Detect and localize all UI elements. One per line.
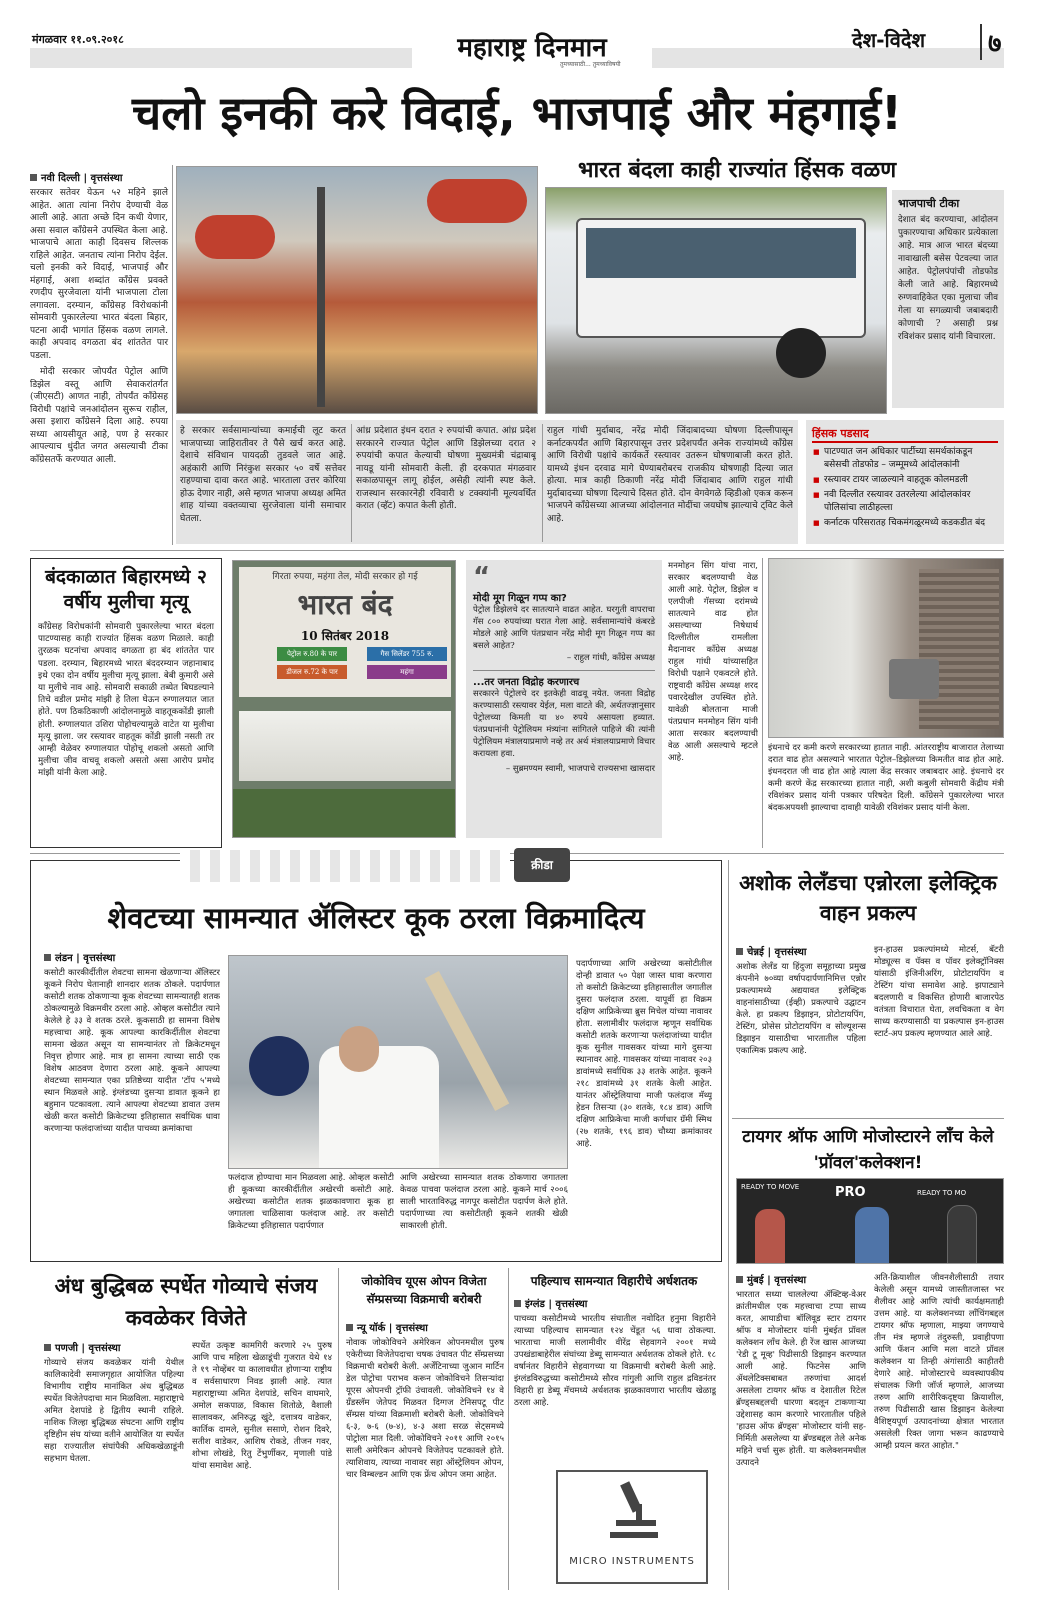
photo-text-ready: READY TO MOVE <box>741 1183 800 1191</box>
banner-costly: महंगा <box>367 665 447 679</box>
banner-title: भारत बंद <box>297 588 393 621</box>
lead-col4-text: राहुल गांधी मुर्दाबाद, नरेंद्र मोदी जिंदाबादच्या घोषणा दिल्लीपासून कर्नाटकपर्यंत आणि बिहारपासून उत्तर प्रदेशपर्यंत अनेक राज्यांमध्ये काँग्रेस आणि विरोधी पक्षांचे कार्यकर्ते रस्त्यावर उतरून घोषणाबाजी करत होते. यामध्ये इंधन दरवाढ मागे घेण्याबरोबरच राजकीय घोषणाही दिल्या जात होत्या. मात्र काही ठिकाणी नरेंद्र मोदी जिंदाबाद आणि राहुल गांधी मुर्दाबादच्या घोषणा दिल्याचे दिसत होते. दोन वेगवेगळे व्हिडीओ एकत्र करून भाजपने काँग्रेसच्या आजच्या आंदोलनात मोदींचा जयघोष झाल्याचे ट्विट केले आहे. <box>547 426 793 524</box>
microscope-icon <box>606 1480 662 1540</box>
tiger-launch-photo <box>736 1178 1004 1264</box>
violence-box <box>806 420 1004 544</box>
djokovic-dateline: न्यू यॉर्क | वृत्तसंस्था <box>346 1320 504 1334</box>
micro-instruments-ad <box>556 1470 708 1584</box>
sports-col3-text: पदार्पणाच्या आणि अखेरच्या कसोटीतील दोन्ही डावात ५० पेक्षा जास्त धावा करणारा तो कसोटी क्रिकेटच्या इतिहासातील जगातील दुसरा फलंदाज ठरला. यापूर्वी हा विक्रम दक्षिण आफ्रिकेच्या ब्रुस मिचेल यांच्या नावावर होता. सलामीवीर फलंदाज म्हणून सर्वाधिक कसोटी शतके करणाऱ्या फलंदाजांच्या यादीत कूक सुनील गावसकर यांच्या मागे दुसऱ्या स्थानावर आहे. गावसकर यांच्या नावावर २०३ डावांमध्ये सर्वाधिक ३३ शतके आहेत. कूकने २१८ डावांमध्ये ३१ शतके केली आहेत. यानंतर ऑस्ट्रेलियाचा माजी फलंदाज मॅथ्यू हेडन तिसऱ्या (३० शतके, १८४ डाव) आणि दक्षिण आफ्रिकेचा माजी कर्णधार ग्रॅमी स्मिथ (२७ शतके, १९६ डाव) चौथ्या क्रमांकावर आहे. <box>576 959 712 1149</box>
closed-shop-photo <box>768 558 1004 738</box>
quote1-title: मोदी मूग गिळून गप्प का? <box>473 593 567 604</box>
vihari-headline: पहिल्याच सामन्यात विहारीचे अर्धशतक <box>530 1274 698 1288</box>
sports-dateline: लंडन | वृत्तसंस्था <box>44 950 220 964</box>
lead-col3-text: आंध्र प्रदेशात इंधन दरात २ रुपयांची कपात. आंध्र प्रदेश सरकारने राज्यात पेट्रोल आणि डिझेलच्या दरात २ रुपयांची कपात केल्याची घोषणा मुख्यमंत्री चंद्राबाबू नायडू यांनी सोमवारी केली. ही दरकपात मंगळवार सकाळपासून लागू होईल, असेही त्यांनी स्पष्ट केले. राजस्थान सरकारनेही रविवारी ४ टक्क्यांनी मूल्यवर्धित करात (व्हॅट) कपात केली होती. <box>356 426 536 511</box>
ashok-dateline: चेन्नई | वृत्तसंस्था <box>736 944 866 958</box>
quote2-title: ...तर जनता विद्रोह करणारच <box>473 676 580 688</box>
vihari-dateline: इंग्लंड | वृत्तसंस्था <box>514 1296 716 1310</box>
chess-dateline: पणजी | वृत्तसंस्था <box>44 1340 184 1354</box>
tiger-dateline: मुंबई | वृत्तसंस्था <box>736 1272 866 1286</box>
photo-text-pro: PRO <box>835 1185 866 1200</box>
issue-date: मंगळवार ११.०९.२०१८ <box>32 33 124 46</box>
sports-label: क्रीडा <box>514 848 570 882</box>
lead-subhead: भारत बंदला काही राज्यांत हिंसक वळण <box>578 158 897 183</box>
page-number: ७ <box>980 24 1002 60</box>
violence-box-title: हिंसक पडसाद <box>812 426 998 443</box>
vihari-text: पाचव्या कसोटीमध्ये भारतीय संघातील नवोदित हनुमा विहारीने त्याच्या पहिल्याच सामन्यात १२४ चेंडूत ५६ धावा ठोकल्या. भारताचा माजी सलामीवीर वीरेंद्र सेहवागने २००१ मध्ये उपखंडाबाहेरील संघांच्या डेब्यू सामन्यात अर्धशतक ठोकले होते. १८ वर्षानंतर विहारीने सेहवागच्या या विक्रमाची बरोबरी केली आहे. इंग्लंडविरुद्धच्या कसोटीमध्ये सौरव गांगुली आणि राहुल द्रविडनंतर विहारी हा डेब्यू मॅचमध्ये अर्धशतक झळकावणारा भारतीय खेळाडू ठरला आहे. <box>514 1314 716 1408</box>
protest-photo-cylinders <box>176 166 538 414</box>
tiger-col1-text: भारतात सध्या चाललेल्या ॲक्टिव्ह-वेअर क्रांतीमधील एक महत्त्वाचा टप्पा साध्य करत, आघाडीचा बॉलिवूड स्टार टायगर श्रॉफ व मोजोस्टार यांनी मुंबईत प्रॉवल कलेक्शन लॉंच केले. ही रेंज खास आजच्या 'रेडी टू मूव्ह' पिढीसाठी डिझाइन करण्यात आली आहे. फिटनेस आणि ॲथलेटिक्सबाबत तरुणांचा आदर्श असलेला टायगर श्रॉफ व देशातील रिटेल ब्रॅण्ड्सबद्दलची धारणा बदलून टाकणाऱ्या उद्देशासह काम करणारे भारतातील पहिले 'हाउस ऑफ ब्रॅण्ड्स' मोजोस्टार यांनी सह-निर्मिती असलेल्या या ब्रॅण्डबद्दल तेले अनेक महिने चर्चा सुरू होती. या कलेक्शनमधील उत्पादने <box>736 1290 866 1468</box>
ashok-headline: अशोक लेलँडचा एन्नोरला इलेक्ट्रिक वाहन प्रकल्प <box>739 871 997 925</box>
bihar-headline: बंदकाळात बिहारमध्ये २ वर्षीय मुलीचा मृत्यू <box>45 566 207 613</box>
djokovic-headline: जोकोविच यूएस ओपन विजेता सॅम्प्रसच्या विक्रमाची बरोबरी <box>361 1274 487 1306</box>
lead-col1-text: सरकार सतेवर येऊन ५२ महिने झाले आहेत. आता त्यांना निरोप देण्याची वेळ आली आहे. आता अच्छे दिन कधी येणार, असा सवाल काँग्रेसने उपस्थित केला आहे. भाजपाचे आता काही दिवसच शिल्लक राहिले आहेत. जनताच त्यांना निरोप देईल. चलो इनकी करे विदाई, भाजपाई और मंहगाई, अशा शब्दांत काँग्रेस प्रवक्ते रणदीप सुरजेवाला यांनी भाजपाला टोला लगावला. दरम्यान, काँग्रेसह विरोधकांनी सोमवारी पुकारलेल्या भारत बंदला बिहार, पटना आदी भागांत हिंसक वळण लागले. काही अपवाद वगळता बंद शांततेत पार पडला. <box>30 188 168 361</box>
chess-col2-text: स्पर्धेत उत्कृष्ट कामगिरी करणारे २५ पुरुष आणि पाच महिला खेळाडूंची गुजरात येथे १४ ते १९ नोव्हेंबर या कालावधीत होणाऱ्या राष्ट्रीय व सर्वसाधारण निवड झाली आहे. त्यात महाराष्ट्राच्या अमित देशपांडे, सचिन वाघमारे, अमोल सकपाळ, विकास शितोळे, वैशाली सालावकर, अनिरुद्ध खुंटे, दत्तात्रय वाडेकर, कार्तिक दामले, सुनील ससाणे, रोशन दिवरे, सतीश वाडेकर, आशिष रोकडे, तीजन गवर, शोभा लोखंडे, रितु टेंभुर्णीकर, मृणाली पांडे यांचा समावेश आहे. <box>192 1341 332 1471</box>
violence-item: ■ नवी दिल्लीत रस्त्यावर उतरलेल्या आंदोलकांवर पोलिसांचा लाठीहल्ला <box>824 489 998 515</box>
quote2-attribution: – सुब्रमण्यम स्वामी, भाजपाचे राज्यसभा खासदार <box>505 763 655 774</box>
violence-item: ■ पाटण्यात जन अधिकार पार्टीच्या समर्थकांकडून बसेसची तोडफोड – जम्मूमध्ये आंदोलकांनी <box>824 446 998 472</box>
lead-headline: चलो इनकी करे विदाई, भाजपाई और मंहगाई! <box>132 86 902 140</box>
section-name: देश-विदेश <box>852 28 926 52</box>
quotes-box: “ मोदी मूग गिळून गप्प का? पेट्रोल डिझेलचे दर सातत्याने वाढत आहेत. घरगुती वापराचा गॅस ८०० रुपयांच्या घरात गेला आहे. सर्वसामान्यांचे कंबरडे मोडले आहे आणि पंतप्रधान नरेंद्र मोदी मूग गिळून गप्प का बसले आहेत? – राहुल गांधी, काँग्रेस अध्यक्ष ...तर जनता विद्रोह करणारच सरकारने पेट्रोलचे दर इतकेही वाढवू नयेत. जनता विद्रोह करण्यासाठी रस्त्यावर येईल, मला वाटते की, अर्थतज्ज्ञानुसार पेट्रोलच्या किमती या ४० रुपये असायला हव्यात. पंतप्रधानांनी पेट्रोलियम मंत्र्यांना सांगितले पाहिजे की त्यांनी पेट्रोलियम मंत्रालयाप्रमाणे नव्हे तर अर्थ मंत्रालयाप्रमाणे विचार करायला हवा. – सुब्रमण्यम स्वामी, भाजपाचे राज्यसभा खासदार <box>466 560 662 838</box>
bjp-box-title: भाजपाची टीका <box>898 197 960 210</box>
violence-item: ■ रस्त्यावर टायर जाळल्याने वाहतूक कोलमडली <box>824 474 998 487</box>
violence-item: ■ कर्नाटक परिसरातह चिकमंगळूरमध्ये कडकडीत बंद <box>824 517 998 530</box>
fuel-story-text: इंधनाचे दर कमी करणे सरकारच्या हातात नाही. आंतरराष्ट्रीय बाजारात तेलाच्या दरात वाढ होत असल्याने भारतात पेट्रोल–डिझेलच्या किमतीत वाढ होत आहे. इंधनदरात जी वाढ होत आहे त्याला केंद्र सरकार जबाबदार आहे. इंधनाचे दर कमी करणे केंद्र सरकारच्या हातात नाही, अशी कबुली सोमवारी केंद्रीय मंत्री रविशंकर प्रसाद यांनी पत्रकार परिषदेत दिली. काँग्रेसने पुकारलेल्या भारत बंदकअपयशी झाल्याचा दावाही यावेळी रविशंकर प्रसाद यांनी केला. <box>768 743 1004 813</box>
banner-gas: गैस सिलेंडर 755 रु. <box>367 647 447 661</box>
bharat-bandh-photo <box>232 560 456 838</box>
manmohan-text: मनमोहन सिंग यांचा नारा, सरकार बदलण्याची वेळ आली आहे. पेट्रोल, डिझेल व एलपीजी गॅसच्या दरांमध्ये सातत्याने वाढ होत असल्याच्या निषेधार्थ दिल्लीतील रामलीला मैदानावर काँग्रेस अध्यक्ष राहुल गांधी यांच्यासहित विरोधी पक्षाने एकवटले होते. राष्ट्रवादी काँग्रेस अध्यक्ष शरद पवारदेखील उपस्थित होते. यावेळी बोलताना माजी पंतप्रधान मनमोहन सिंग यांनी आता सरकार बदलण्याची वेळ आली असल्याचे म्हटले आहे. <box>668 561 758 763</box>
sports-under2-text: आणि अखेरच्या सामन्यात शतक ठोकणारा जगातला केवळ पाचवा फलंदाज ठरला आहे. कूकने मार्च २००६ साली भारताविरुद्ध नागपूर कसोटीत पदार्पण केले होते. पदार्पणाच्या त्या कसोटीतही कूकने शतकी खेळी साकारली होती. <box>400 1173 568 1231</box>
chess-headline: अंध बुद्धिबळ स्पर्धेत गोव्याचे संजय कवळेकर विजेते <box>54 1274 318 1330</box>
chess-col1-text: गोव्याचे संजय कवळेकर यांनी येथील कालिकादेवी समाजगृहात आयोजित पहिल्या विभागीय राष्ट्रीय मानांकित अंध बुद्धिबळ स्पर्धेत विजेतेपदाचा मान मिळविला. महाराष्ट्राचे अमित देशपांडे हे द्वितीय स्थानी राहिले. नाशिक जिल्हा बुद्धिबळ संघटना आणि राष्ट्रीय दृष्टिहीन संघ यांच्या वतीने आयोजित या स्पर्धेत सहा राज्यातील संघांपैकी अधिकखेळाडूंनी सहभाग घेतला. <box>44 1358 184 1464</box>
paper-tagline: तुमच्यासाठी... तुमच्याविषयी <box>560 61 621 68</box>
photo-text-ready-2: READY TO MO <box>917 1189 967 1197</box>
sports-under1-text: फलंदाज होण्याचा मान मिळवला आहे. ओव्हल कसोटी ही कूकच्या कारकीर्दीतील अखेरची कसोटी आहे. अखेरच्या कसोटीत शतक झळकावणारा कूक हा जगातला चाळिसावा फलंदाज आहे. तर कसोटी क्रिकेटच्या इतिहासात पदार्पणात <box>228 1173 394 1231</box>
lead-col2-text: हे सरकार सर्वसामान्यांच्या कमाईची लूट करत भाजपाच्या जाहिरातीवर ते पैसे खर्च करत आहे. देशाचे संविधान पायदळी तुडवले जात आहे. अहंकारी आणि निरंकुश सरकार ५० वर्षे सत्तेवर राहण्याचा दावा करत आहे. भारताला उत्तर कोरिया होऊ देणार नाही, असे म्हणत भाजपा अध्यक्ष अमित शाह यांच्या वक्तव्याचा सुरजेवाला यांनी समाचार घेतला. <box>180 426 346 524</box>
quote1-text: पेट्रोल डिझेलचे दर सातत्याने वाढत आहेत. घरगुती वापराचा गॅस ८०० रुपयांच्या घरात गेला आहे. सर्वसामान्यांचे कंबरडे मोडले आहे आणि पंतप्रधान नरेंद्र मोदी मूग गिळून गप्प का बसले आहेत? <box>473 605 655 651</box>
quote1-attribution: – राहुल गांधी, काँग्रेस अध्यक्ष <box>566 653 655 663</box>
ashok-col1-text: अशोक लेलँड या हिंदुजा समूहाच्या प्रमुख कंपनीने ७०व्या वर्षापदार्पणानिमित्त एन्नोर प्रकल्पामध्ये अद्ययावत इलेक्ट्रिक वाहनांसाठीच्या (ईव्ही) प्रकल्पाचे उद्घाटन केले. हा प्रकल्प डिझाइन, प्रोटोटायपिंग, टेस्टिंग, प्रोसेस प्रोटोटायपिंग व सोल्यूशन्स डिझाइन यासाठीचा भारतातील पहिला एकात्मिक प्रकल्प आहे. <box>736 962 866 1056</box>
bjp-criticism-box <box>892 190 1004 408</box>
cook-photo <box>228 955 568 1169</box>
bus-photo <box>545 187 887 414</box>
sports-banner-art <box>180 850 510 882</box>
ashok-col2-text: इन-हाउस प्रकल्पांमध्ये मोटर्स, बॅटरी मोड्यूल्स व पॅक्स व पॉवर इलेक्ट्रॉनिक्स यांसाठी इंजिनीअरिंग, प्रोटोटायपिंग व टेस्टिंग यांचा समावेश आहे. झपाट्याने बदलणारी व विकसित होणारी बाजारपेठ वतंत्रता विचारात घेता, लवचिकता व वेग साध्य करण्यासाठी या प्रकल्पास इन-हाउस स्टार्ट-अप प्रकल्प म्हणण्यात आले आहे. <box>874 945 1004 1039</box>
quote2-text: सरकारने पेट्रोलचे दर इतकेही वाढवू नयेत. जनता विद्रोह करण्यासाठी रस्त्यावर येईल, मला वाटते की, अर्थतज्ज्ञानुसार पेट्रोलच्या किमती या ४० रुपये असायला हव्यात. पंतप्रधानांनी पेट्रोलियम मंत्र्यांना सांगितले पाहिजे की त्यांनी पेट्रोलियम मंत्रालयाप्रमाणे नव्हे तर अर्थ मंत्रालयाप्रमाणे विचार करायला हवा. <box>473 688 655 759</box>
sports-col1-text: कसोटी कारकीर्दीतील शेवटचा सामना खेळणाऱ्या ॲलिस्टर कूकने निरोप घेतानाही शानदार शतक ठोकले. पदार्पणात कसोटी शतक ठोकणाऱ्या कूक शेवटच्या सामन्यातही शतक ठोकल्यामुळे विक्रमवीर ठरला आहे. ओव्हल कसोटीत त्याने केलेले हे ३३ वे शतक ठरले. कूकसाठी हा सामना विशेष महत्त्वाचा आहे. कूक आपल्या कारकिर्दीतील शेवटचा सामना खेळत असून या सामन्यानंतर तो क्रिकेटमधून निवृत्त होणार आहे. मात्र हा सामना त्याच्या साठी एक विशेष आठवण देणारा ठरला आहे. कूकने आपल्या शेवटच्या सामन्यात एका प्रतिष्ठेच्या यादीत 'टॉप ५'मध्ये स्थान मिळवले आहे. इंग्लंडच्या दुसऱ्या डावात कूकने हा बहुमान पटकावला. त्याने आपल्या शेवटच्या डावात उत्तम खेळी करत कसोटी क्रिकेटच्या इतिहासात सर्वाधिक धावा करणाऱ्या फलंदाजांच्या यादीत पाचव्या क्रमांकाचा <box>44 968 220 1134</box>
bihar-story-box <box>30 558 222 848</box>
lead-col1b-text: मोदी सरकार जोपर्यंत पेट्रोल आणि डिझेल वस्तू आणि सेवाकरांतर्गत (जीएसटी) आणत नाही, तोपर्यंत काँग्रेसह विरोधी पक्षांचे जनआंदोलन सुरूच राहील, असा इशारा काँग्रेसने दिला आहे. रुपया सध्या आयसीयूत आहे, पण हे सरकार आपल्याच धुंदीत जगत असल्याची टीका काँग्रेसतर्फे करण्यात आली. <box>30 367 168 465</box>
banner-petrol: पेट्रोल रु.80 के पार <box>277 647 347 661</box>
lead-dateline: नवी दिल्ली | वृत्तसंस्था <box>30 170 168 184</box>
sports-headline: शेवटच्या सामन्यात ॲलिस्टर कूक ठरला विक्रमादित्य <box>107 901 645 935</box>
bihar-text: काँग्रेसह विरोधकांनी सोमवारी पुकारलेल्या भारत बंदला पाटण्यासह काही राज्यांत हिंसक वळण मिळाले. काही तुरळक घटनांचा अपवाद वगळता हा बंद शांततेत पार पडला. दरम्यान, बिहारमध्ये भारत बंददरम्यान जहानाबाद इथे एका दोन वर्षीय मुलीचा मृत्यू झाला. बेबी कुमारी असे या मुलीचे नाव आहे. सोमवारी सकाळी तब्येत बिघडल्याने तिचे वडील प्रमोद मांझी हे तिला घेऊन रुग्णालयात जात होते. पण ठिकठिकाणी आंदोलनामुळे वाहतूककोंडी झाली होती. रुग्णालयात उशिरा पोहोचल्यामुळे वाटेत या मुलीचा मृत्यू झाला. जर रस्त्यावर वाहतूक कोंडी झाली नसती तर आम्ही वेळेवर रुग्णालयात पोहोचू शकलो असतो आणि मुलीचा जीव वाचवू शकलो असतो असा आरोप प्रमोद मांझी यांनी केला आहे. <box>38 622 214 779</box>
ad-brand: MICRO INSTRUMENTS <box>569 1556 695 1567</box>
banner-slogan: गिरता रुपया, महंगा तेल, मोदी सरकार हो गई <box>272 572 418 582</box>
paper-name: महाराष्ट्र दिनमान <box>412 32 652 70</box>
banner-diesel: डीजल रु.72 के पार <box>277 665 347 679</box>
banner-date: 10 सितंबर 2018 <box>300 629 390 643</box>
tiger-headline: टायगर श्रॉफ आणि मोजोस्टारने लाँच केले 'प्रॉवल'कलेक्शन! <box>742 1127 994 1173</box>
djokovic-text: नोवाक जोकोविचने अमेरिकन ओपनमधील पुरुष एकेरीच्या विजेतेपदाचा चषक उंचावत पीट सॅम्प्रसच्या विक्रमाची बरोबरी केली. अर्जेंटिनाच्या जुआन मार्टिन डेल पोट्रोचा पराभव करून जोकोविचने तिसऱ्यांदा यूएस ओपनची ट्रॉफी उंचावली. जोकोविचने १४ वे ग्रँडस्लॅम जेतेपद मिळवत दिग्गज टेनिसपटू पीट सॅम्प्रस यांच्या विक्रमाशी बरोबरी केली. जोकोविचने ६-३, ७-६ (७-४), ४-३ अशा सरळ सेट्समध्ये पोट्रोला मात दिली. जोकोविचने २०११ आणि २०१५ साली अमेरिकन ओपनचे विजेतेपद पटकावले होते. त्याशिवाय, त्याच्या नावावर सहा ऑस्ट्रेलियन ओपन, चार विम्बल्डन आणि एक फ्रेंच ओपन जमा आहेत. <box>346 1338 504 1480</box>
tiger-col2-text: अति-क्रियाशील जीवनशैलीसाठी तयार केलेली असून यामध्ये जास्तीतजास्त भर शैलीवर आहे आणि त्यांची कार्यक्षमताही उत्तम आहे. या कलेक्शनच्या लॉंचिंगबद्दल टायगर श्रॉफ म्हणाला, माझ्या जगण्याचे तीन मंत्र म्हणजे तंदुरुस्ती, प्रवाहीपणा आणि फॅशन आणि मला वाटते प्रॉवल कलेक्शन या तिन्ही अंगांसाठी काहीतरी देणारे आहे. मोजोस्टारचे व्यवस्थापकीय संचालक जिगी जॉर्ज म्हणाले, आजच्या तरुण आणि शारीरिकदृष्ट्या क्रियाशील, तरुण पिढीसाठी खास डिझाइन केलेल्या वैशिष्ट्यपूर्ण उत्पादनांच्या क्षेत्रात भारतात असलेली रिक्त जागा भरून काढण्याचे आम्ही प्रयत्न करत आहोत." <box>874 1273 1004 1451</box>
bjp-box-text: देशात बंद करण्याचा, आंदोलन पुकारण्याचा अधिकार प्रत्येकाला आहे. मात्र आज भारत बंदच्या नावाखाली बसेस पेटवल्या जात आहेत. पेट्रोलपंपांची तोडफोड केली जाते आहे. बिहारमध्ये रुग्णवाहिकेत एका मुलाचा जीव गेला या सगळ्याची जबाबदारी कोणाची ? असाही प्रश्न रविशंकर प्रसाद यांनी विचारला. <box>898 215 998 342</box>
